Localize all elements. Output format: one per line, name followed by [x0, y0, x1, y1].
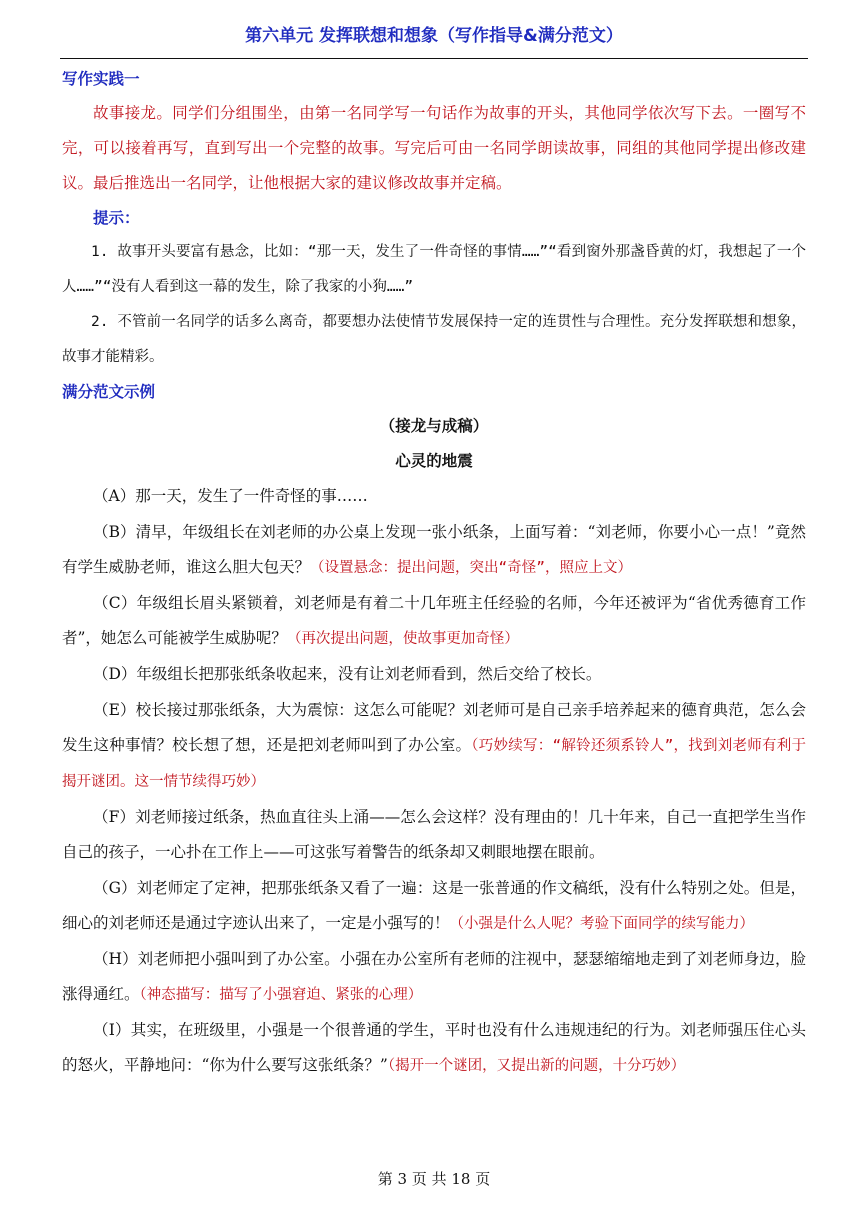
paragraph-note: （小强是什么人呢？考验下面同学的续写能力）: [449, 916, 755, 932]
hint-item: 2. 不管前一名同学的话多么离奇，都要想办法使情节发展保持一定的连贯性与合理性。充分发挥联想和想象，故事才能精彩。: [62, 314, 806, 365]
essay-paragraph-g: [62, 871, 806, 942]
paragraph-note: （巧妙续写：“解铃还须系铃人”，找到刘老师有利于揭开谜团。这一情节续得巧妙）: [62, 738, 806, 790]
paragraph-note: （神态描写：描写了小强窘迫、紧张的心理）: [139, 987, 423, 1003]
paragraph-text: （C）年级组长眉头紧锁着，刘老师是有着二十几年班主任经验的名师，今年还被评为“省优秀德育工作者”，她怎么可能被学生威胁呢？: [62, 594, 806, 647]
paragraph-text: （E）校长接过那张纸条，大为震惊：这怎么可能呢？刘老师可是自己亲手培养起来的德育典范，怎么会发生这种事情？校长想了想，还是把刘老师叫到了办公室。: [62, 701, 806, 754]
page-footer: [0, 1168, 868, 1189]
page-header: [60, 22, 808, 59]
paragraph-note: （设置悬念：提出问题，突出“奇怪”，照应上文）: [310, 560, 632, 576]
paragraph-note: （再次提出问题，使故事更加奇怪）: [286, 631, 519, 647]
paragraph-text: （D）年级组长把那张纸条收起来，没有让刘老师看到，然后交给了校长。: [93, 665, 602, 683]
example-subtitle: （接龙与成稿）: [379, 417, 489, 435]
essay-paragraph-i: [62, 1013, 806, 1084]
paragraph-note: （揭开一个谜团，又提出新的问题，十分巧妙）: [387, 1058, 686, 1074]
paragraph-text: （H）刘老师把小强叫到了办公室。小强在办公室所有老师的注视中，瑟瑟缩缩地走到了刘老师身边，脸涨得通红。: [62, 950, 806, 1003]
practice-text: 故事接龙。同学们分组围坐，由第一名同学写一句话作为故事的开头，其他同学依次写下去。一圈写不完，可以接着再写，直到写出一个完整的故事。写完后可由一名同学朗读故事，同组的其他同学提出修改建议。最后推选出一名同学，让他根据大家的建议修改故事并定稿。: [62, 104, 806, 192]
header-title: 第六单元 发挥联想和想象（写作指导&满分范文）: [245, 26, 623, 46]
paragraph-text: （F）刘老师接过纸条，热血直往头上涌——怎么会这样？没有理由的！几十年来，自己一直把学生当作自己的孩子，一心扑在工作上——可这张写着警告的纸条却又刺眼地摆在眼前。: [62, 808, 806, 861]
paragraph-text: （B）清早，年级组长在刘老师的办公桌上发现一张小纸条，上面写着：“刘老师，你要小心一点！”竟然有学生威胁老师，谁这么胆大包天？: [62, 523, 806, 576]
paragraph-text: （A）那一天，发生了一件奇怪的事……: [93, 487, 368, 505]
essay-paragraph-h: [62, 942, 806, 1013]
essay-title: 心灵的地震: [395, 452, 473, 470]
paragraph-text: （I）其实，在班级里，小强是一个很普通的学生，平时也没有什么违规违纪的行为。刘老师强压住心头的怒火，平静地问：“你为什么要写这张纸条？”: [62, 1021, 806, 1074]
essay-paragraph-c: [62, 586, 806, 657]
essay-paragraph-e: [62, 693, 806, 800]
essay-paragraph-d: [62, 657, 806, 693]
document-body: [62, 62, 806, 1084]
paragraph-text: （G）刘老师定了定神，把那张纸条又看了一遍：这是一张普通的作文稿纸，没有什么特别之处。但是，细心的刘老师还是通过字迹认出来了，一定是小强写的！: [62, 879, 806, 932]
essay-paragraph-a: [62, 479, 806, 515]
page-number: 第 3 页 共 18 页: [377, 1170, 491, 1188]
practice-heading: 写作实践一: [62, 70, 140, 88]
essay-paragraph-f: [62, 800, 806, 871]
hint-item: 1. 故事开头要富有悬念，比如：“那一天，发生了一件奇怪的事情……”“看到窗外那盏昏黄的灯，我想起了一个人……”“没有人看到这一幕的发生，除了我家的小狗……”: [62, 244, 806, 295]
essay-paragraph-b: [62, 515, 806, 586]
hint-label: 提示：: [93, 209, 140, 227]
example-heading: 满分范文示例: [62, 383, 156, 401]
